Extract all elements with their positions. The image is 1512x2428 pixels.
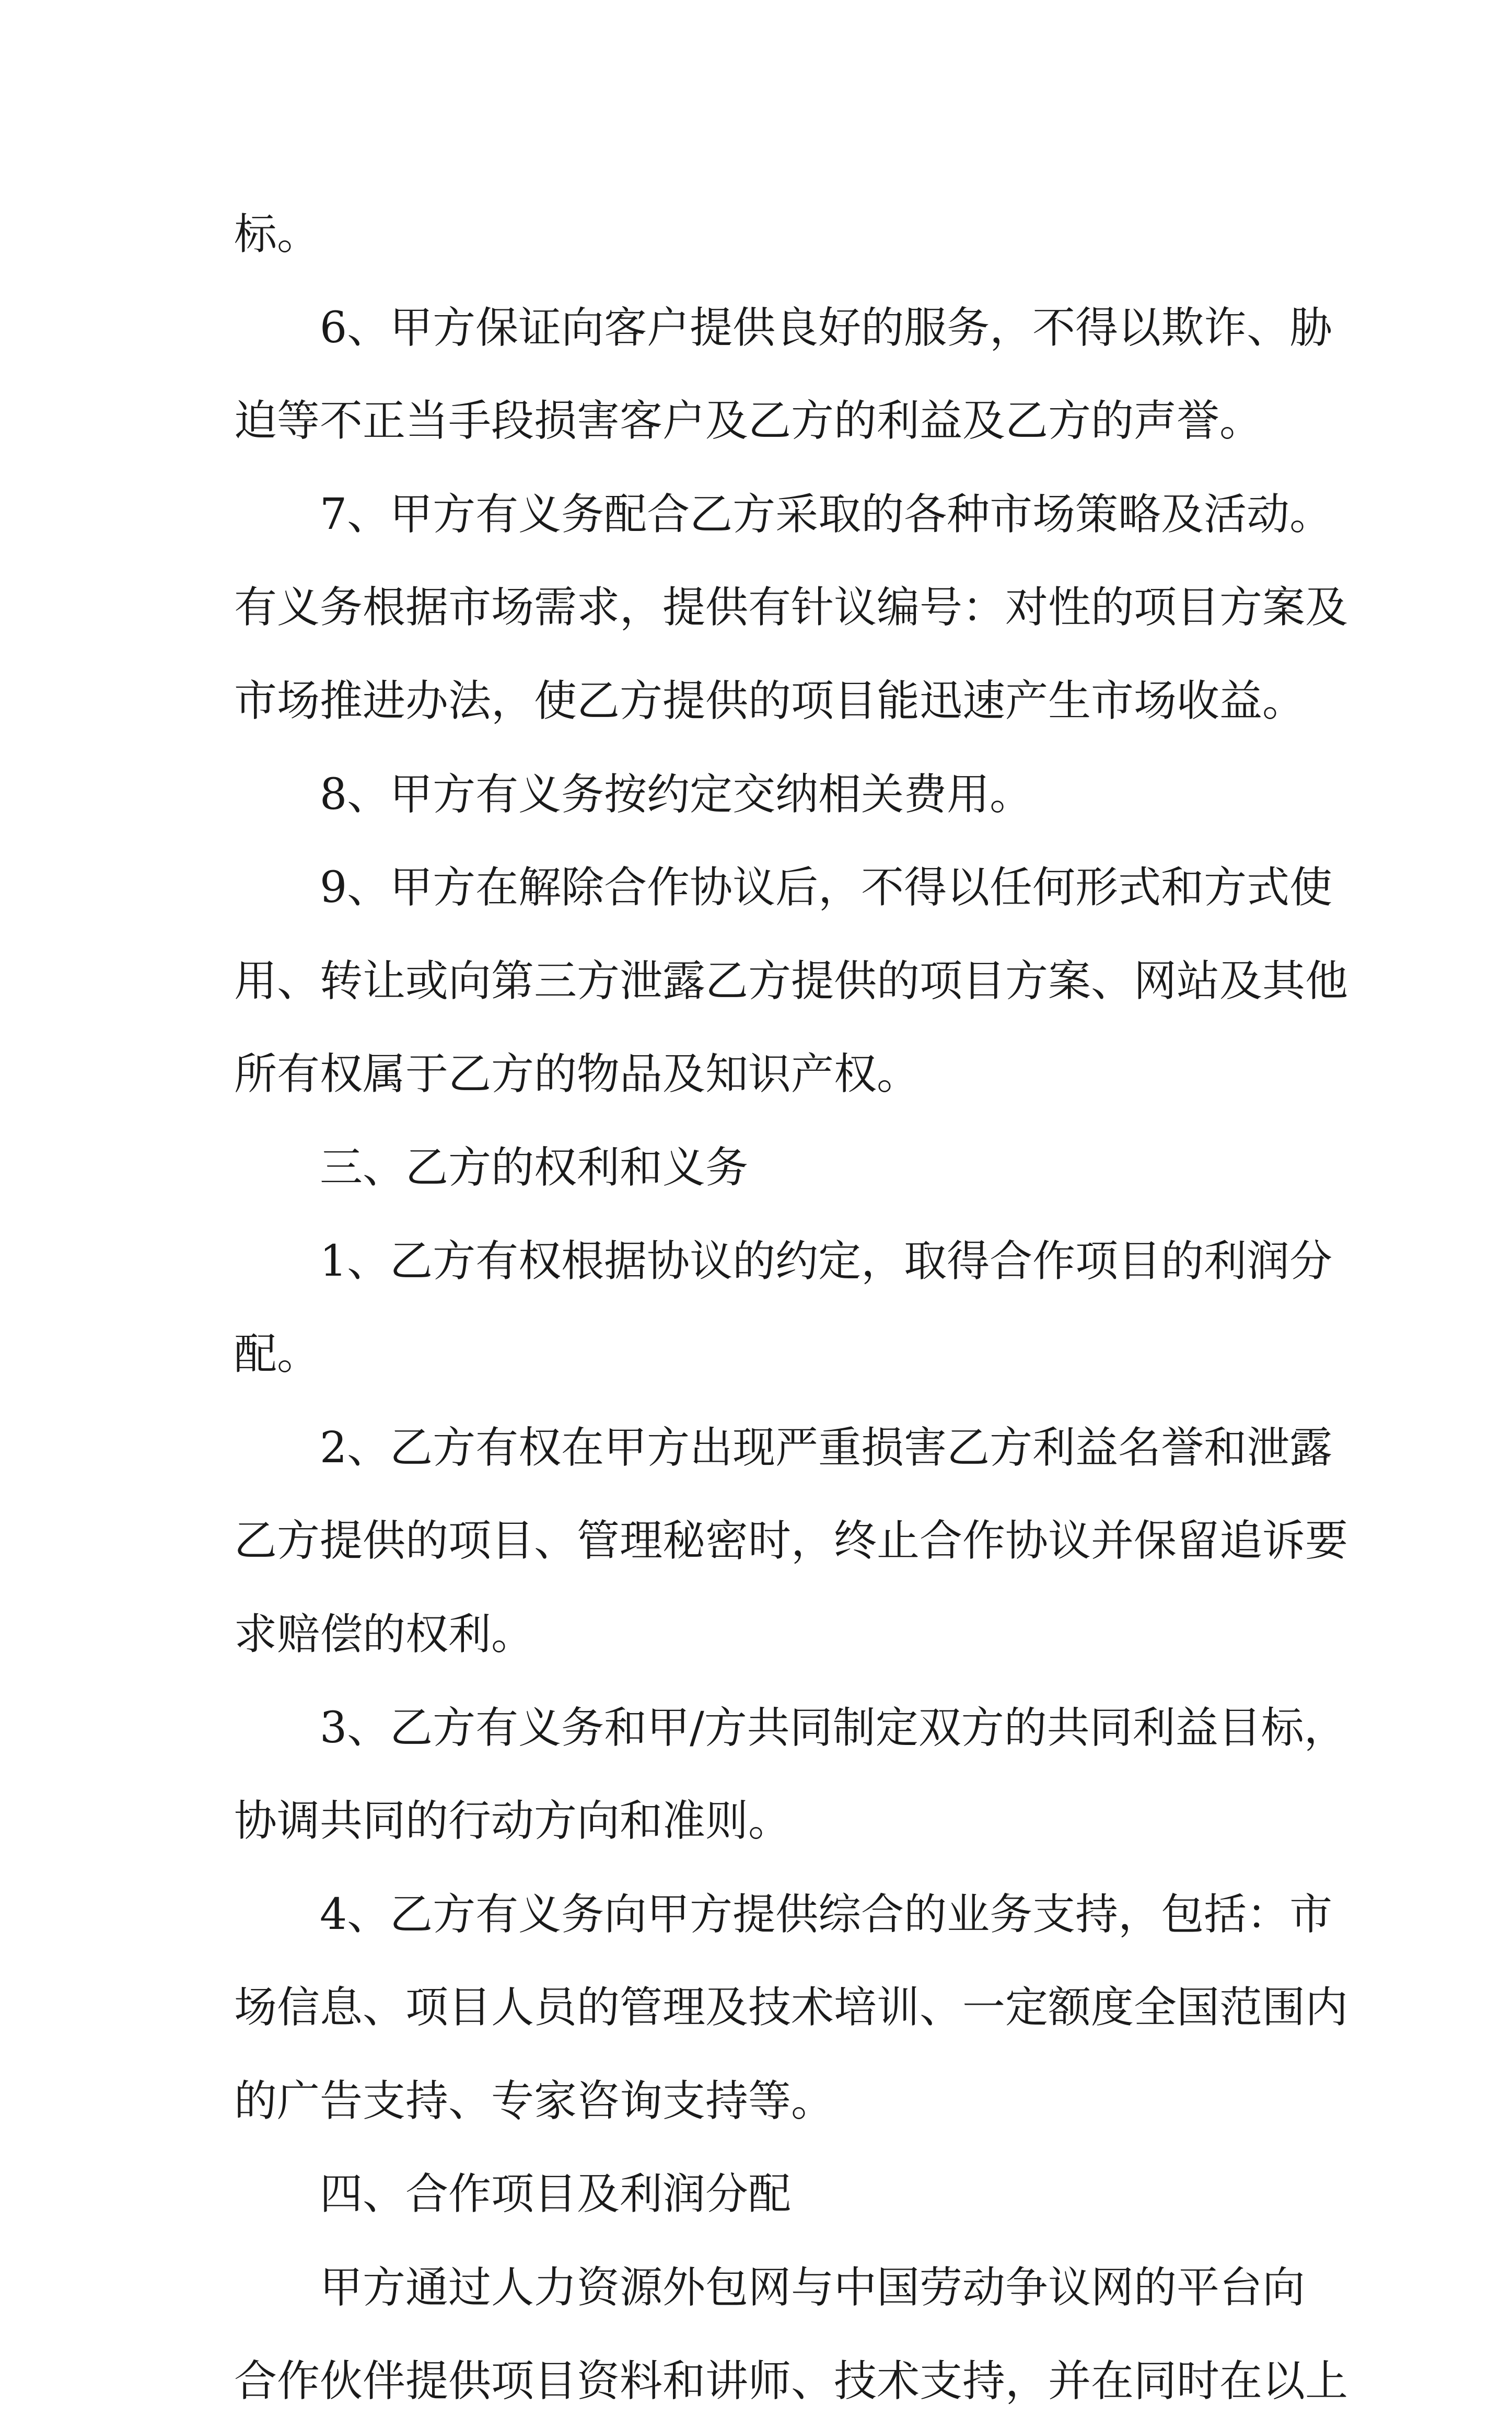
document-body (234, 188, 1348, 2428)
text-line: 2、乙方有权在甲方出现严重损害乙方利益名誉和泄露 (320, 1423, 1333, 1473)
text-line: 有义务根据市场需求，提供有针议编号：对性的项目方案及 (234, 583, 1348, 633)
text-line: 3、乙方有义务和甲/方共同制定双方的共同利益目标， (320, 1703, 1347, 1753)
text-line: 乙方提供的项目、管理秘密时，终止合作协议并保留追诉要 (234, 1516, 1348, 1566)
text-line: 所有权属于乙方的物品及知识产权。 (234, 1049, 920, 1100)
text-line: 8、甲方有义务按约定交纳相关费用。 (320, 769, 1033, 819)
text-line: 6、甲方保证向客户提供良好的服务，不得以欺诈、胁 (320, 303, 1333, 353)
text-line: 4、乙方有义务向甲方提供综合的业务支持，包括：市 (320, 1889, 1333, 1939)
text-line: 用、转让或向第三方泄露乙方提供的项目方案、网站及其他 (234, 956, 1348, 1006)
text-line: 市场推进办法，使乙方提供的项目能迅速产生市场收益。 (234, 676, 1306, 726)
text-line: 场信息、项目人员的管理及技术培训、一定额度全国范围内 (234, 1983, 1348, 2033)
section-heading: 四、合作项目及利润分配 (320, 2169, 792, 2219)
text-line: 合作伙伴提供项目资料和讲师、技术支持，并在同时在以上 (234, 2356, 1348, 2406)
text-line: 9、甲方在解除合作协议后，不得以任何形式和方式使 (320, 863, 1333, 913)
text-line: 配。 (234, 1329, 320, 1380)
text-line: 1、乙方有权根据协议的约定，取得合作项目的利润分 (320, 1236, 1333, 1286)
text-line: 甲方通过人力资源外包网与中国劳动争议网的平台向 (320, 2263, 1306, 2313)
section-heading: 三、乙方的权利和义务 (320, 1142, 749, 1193)
text-line: 求赔偿的权利。 (234, 1609, 534, 1659)
text-line: 标。 (234, 210, 320, 259)
text-line: 协调共同的行动方向和准则。 (234, 1796, 792, 1846)
text-line: 7、甲方有义务配合乙方采取的各种市场策略及活动。 (320, 489, 1333, 539)
text-line: 的广告支持、专家咨询支持等。 (234, 2076, 834, 2126)
text-line: 迫等不正当手段损害客户及乙方的利益及乙方的声誉。 (234, 396, 1263, 446)
